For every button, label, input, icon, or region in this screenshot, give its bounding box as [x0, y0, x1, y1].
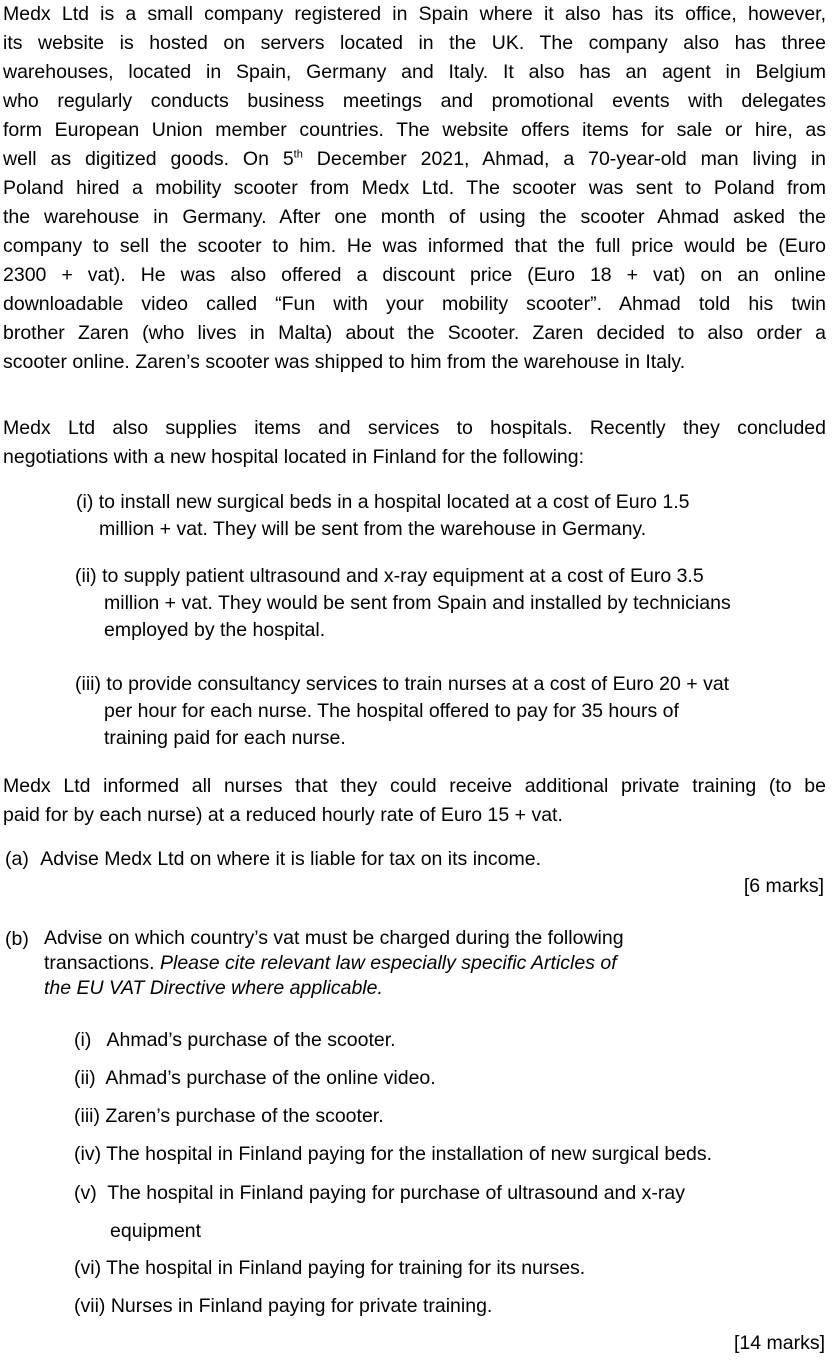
intro-paragraph	[3, 0, 826, 377]
question-a-text: Advise Medx Ltd on where it is liable for tax on its income.	[40, 848, 542, 870]
intro-text: December 2021, Ahmad, a 70-year-old man living in	[302, 148, 826, 170]
question-b-marks: [14 marks]	[733, 1332, 825, 1354]
nurses-paragraph	[3, 772, 826, 830]
intro-line: company to sell the scooter to him. He was informed that the full price would be (Euro	[3, 235, 826, 257]
intro-line: who regularly conducts business meetings and promotional events with delegates	[3, 90, 826, 112]
intro-line: Medx Ltd is a small company registered in Spain where it also has its office, however,	[3, 3, 826, 25]
intro-text: well as digitized goods. On 5	[3, 148, 294, 170]
question-b-item-iv: (iv) The hospital in Finland paying for the installation of new surgical beds.	[74, 1143, 713, 1165]
nurses-line: paid for by each nurse) at a reduced hourly rate of Euro 15 + vat.	[3, 804, 563, 826]
question-b-italic: Please cite relevant law especially specific Articles of	[159, 952, 617, 974]
item-line: per hour for each nurse. The hospital offered to pay for 35 hours of	[104, 700, 679, 722]
question-b-italic: the EU VAT Directive where applicable.	[44, 977, 383, 999]
item-first-line: (ii) to supply patient ultrasound and x-ray equipment at a cost of Euro 3.5	[75, 565, 704, 587]
item-line: million + vat. They would be sent from Spain and installed by technicians	[104, 592, 731, 614]
question-b-item-ii: (ii) Ahmad’s purchase of the online video.	[74, 1067, 436, 1089]
hospital-item-iii	[75, 671, 729, 752]
intro-line: Poland hired a mobility scooter from Medx Ltd. The scooter was sent to Poland from	[3, 177, 826, 199]
item-line: training paid for each nurse.	[104, 727, 346, 749]
hospital-item-i	[76, 489, 690, 543]
question-b-item-v-cont: equipment	[110, 1220, 202, 1242]
intro-line: scooter online. Zaren’s scooter was shipped to him from the warehouse in Italy.	[3, 351, 686, 373]
item-line: employed by the hospital.	[104, 619, 326, 641]
intro-line: downloadable video called “Fun with your mobility scooter”. Ahmad told his twin	[3, 293, 826, 315]
question-b-label: (b)	[5, 928, 29, 950]
nurses-line: Medx Ltd informed all nurses that they could receive additional private training (to be	[3, 775, 826, 797]
item-first-line: (i) to install new surgical beds in a hospital located at a cost of Euro 1.5	[76, 491, 690, 513]
question-b-line	[44, 951, 624, 976]
intro-line: the warehouse in Germany. After one month of using the scooter Ahmad asked the	[3, 206, 826, 228]
ordinal-superscript: th	[293, 148, 303, 161]
intro-line: its website is hosted on servers located in the UK. The company also has three	[3, 32, 826, 54]
hospital-line: negotiations with a new hospital located in Finland for the following:	[3, 446, 585, 468]
hospital-line: Medx Ltd also supplies items and services to hospitals. Recently they concluded	[3, 417, 826, 439]
question-b-plain: transactions.	[44, 952, 160, 974]
question-a	[5, 846, 541, 872]
question-a-marks: [6 marks]	[743, 875, 824, 897]
question-b-text	[44, 926, 624, 1001]
question-b-item-vii: (vii) Nurses in Finland paying for private training.	[74, 1295, 493, 1317]
hospital-item-ii	[75, 563, 731, 644]
intro-line: 2300 + vat). He was also offered a discount price (Euro 18 + vat) on an online	[3, 264, 826, 286]
question-b-item-vi: (vi) The hospital in Finland paying for training for its nurses.	[74, 1257, 586, 1279]
item-first-line: (iii) to provide consultancy services to train nurses at a cost of Euro 20 + vat	[75, 673, 730, 695]
hospital-paragraph	[3, 414, 826, 472]
intro-line: brother Zaren (who lives in Malta) about the Scooter. Zaren decided to also order a	[3, 322, 826, 344]
question-b-item-v: (v) The hospital in Finland paying for purchase of ultrasound and x-ray	[74, 1182, 685, 1204]
intro-line-date	[3, 145, 826, 174]
question-b-item-iii: (iii) Zaren’s purchase of the scooter.	[74, 1105, 384, 1127]
question-b-item-i: (i) Ahmad’s purchase of the scooter.	[74, 1029, 396, 1051]
intro-line: warehouses, located in Spain, Germany and Italy. It also has an agent in Belgium	[3, 61, 826, 83]
intro-line: form European Union member countries. The website offers items for sale or hire, as	[3, 119, 826, 141]
question-b-line: Advise on which country’s vat must be charged during the following	[44, 927, 624, 949]
question-a-label: (a)	[5, 848, 29, 870]
item-line: million + vat. They will be sent from the warehouse in Germany.	[99, 518, 647, 540]
